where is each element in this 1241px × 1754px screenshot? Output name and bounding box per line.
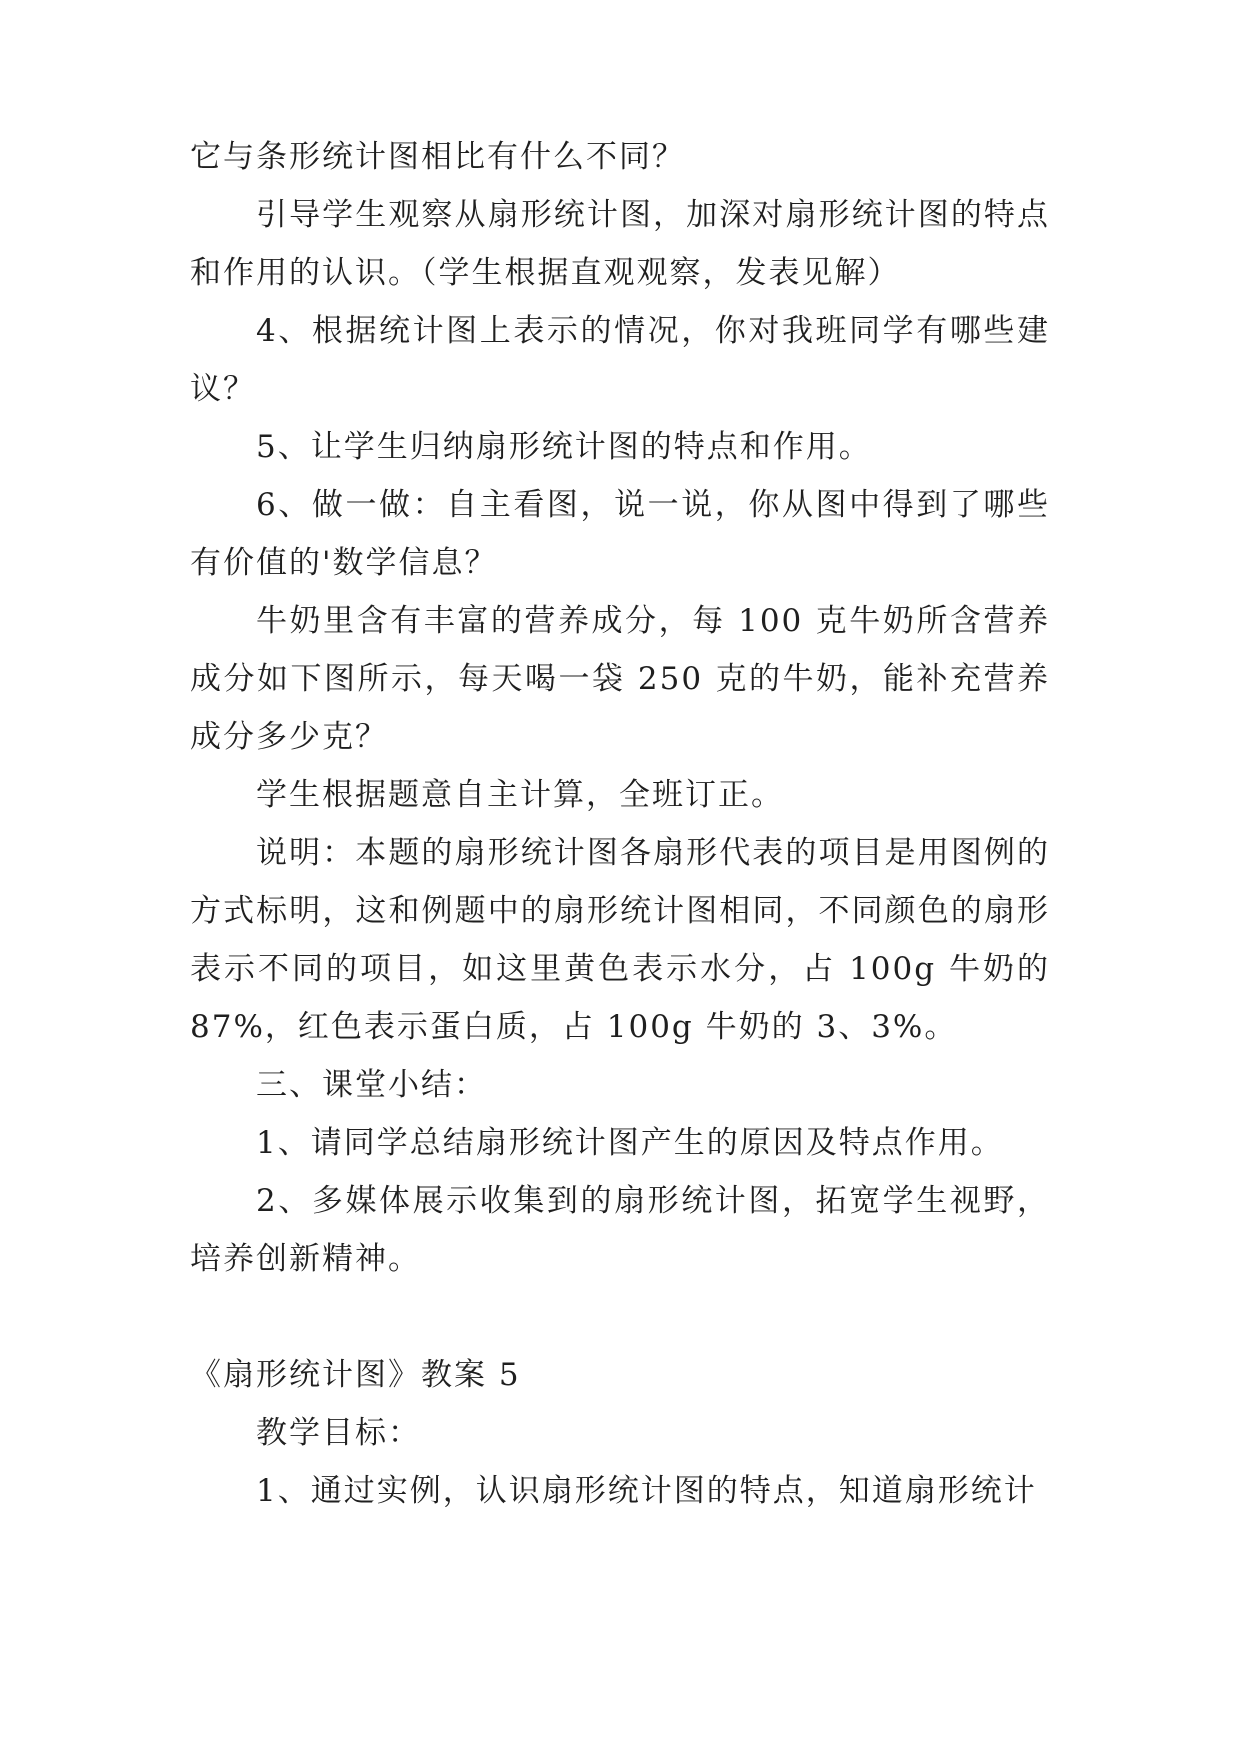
paragraph-11: 2、多媒体展示收集到的扇形统计图，拓宽学生视野，培养创新精神。 — [190, 1183, 1050, 1277]
paragraph-10: 1、请同学总结扇形统计图产生的原因及特点作用。 — [256, 1125, 1004, 1161]
document-page — [190, 128, 1050, 1520]
paragraph-9: 三、课堂小结： — [256, 1067, 487, 1103]
paragraph-1: 它与条形统计图相比有什么不同？ — [190, 139, 685, 175]
paragraph-objectives-label: 教学目标： — [256, 1415, 421, 1451]
paragraph-2: 引导学生观察从扇形统计图，加深对扇形统计图的特点和作用的认识。（学生根据直观观察，发表见解） — [190, 197, 1050, 291]
paragraph-objective-1: 1、通过实例，认识扇形统计图的特点，知道扇形统计 — [256, 1473, 1037, 1509]
paragraph-8: 说明：本题的扇形统计图各扇形代表的项目是用图例的方式标明，这和例题中的扇形统计图相同，不同颜色的扇形表示不同的项目，如这里黄色表示水分，占 100g 牛奶的 87%，红色表示蛋白质，占 100g 牛奶的 3、3%。 — [190, 835, 1050, 1045]
paragraph-6: 牛奶里含有丰富的营养成分，每 100 克牛奶所含营养成分如下图所示，每天喝一袋 250 克的牛奶，能补充营养成分多少克？ — [190, 603, 1050, 755]
paragraph-7: 学生根据题意自主计算，全班订正。 — [256, 777, 784, 813]
section-title: 《扇形统计图》教案 5 — [190, 1357, 521, 1393]
paragraph-4: 5、让学生归纳扇形统计图的特点和作用。 — [256, 429, 872, 465]
paragraph-5: 6、做一做：自主看图，说一说，你从图中得到了哪些有价值的'数学信息？ — [190, 487, 1050, 581]
paragraph-3: 4、根据统计图上表示的情况，你对我班同学有哪些建议？ — [190, 313, 1050, 407]
